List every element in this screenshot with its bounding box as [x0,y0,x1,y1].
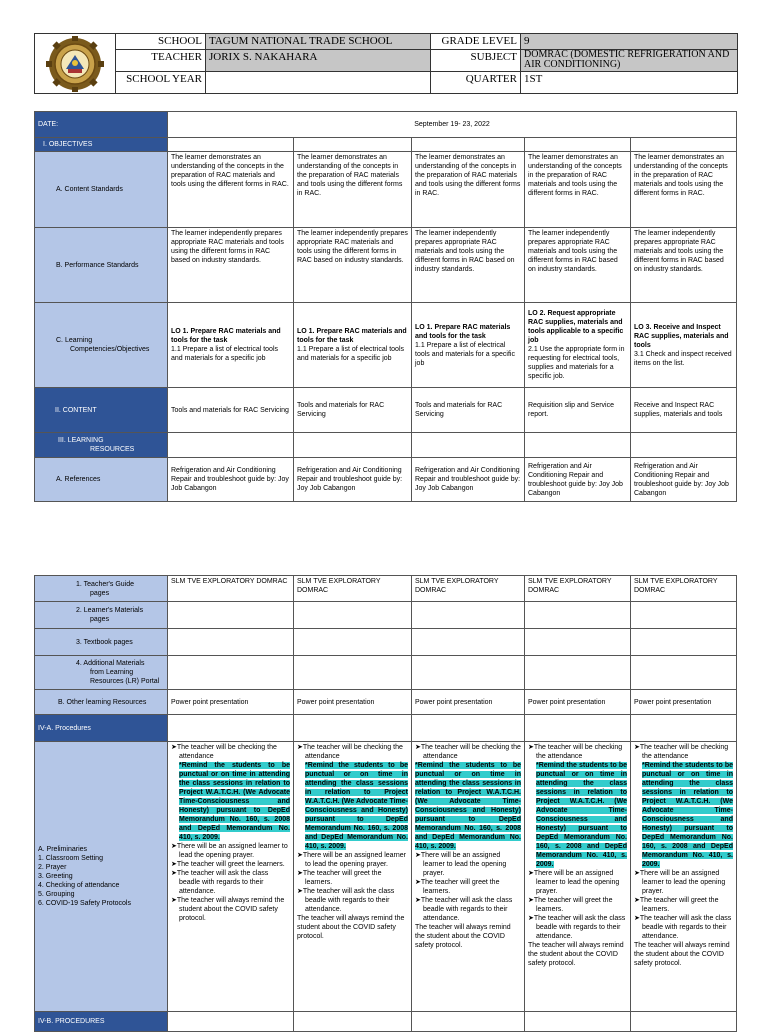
covid-text: The teacher will always remind the student about the COVID safety protocol. [176,897,285,922]
content-cell: Tools and materials for RAC Servicing [412,388,525,433]
prayer-text: There will be an assigned learner to lead the opening prayer. [420,852,507,877]
bullet-item: ➤The teacher will ask the class beadle with regards to their attendance. [528,915,626,940]
preliminaries-label: 6. COVID-19 Safety Protocols [38,900,131,907]
preliminaries-label: 1. Classroom Setting [38,855,103,862]
cell [525,138,631,152]
learning-resources-row [35,433,737,458]
procedures-label: IV-A. Procedures [35,715,168,742]
additional-materials-row [35,656,737,690]
date-label: DATE: [35,112,168,138]
competency-lo: LO 1. Prepare RAC materials and tools for the task [297,328,407,344]
bullet-item: ➤The teacher will be checking the attendance [528,744,623,760]
bullet-item: ➤The teacher will ask the class beadle with regards to their attendance. [415,897,513,922]
preliminaries-cell [294,742,412,1012]
cell [525,629,631,656]
cell [168,433,294,458]
covid-text: The teacher will always remind the student about the COVID safety protocol. [297,915,405,940]
school-year-label: SCHOOL YEAR [116,72,206,93]
subject-cell [521,50,737,72]
beadle-text: The teacher will ask the class beadle with regards to their attendance. [302,888,395,913]
content-row [35,388,737,433]
cell [412,656,525,690]
teachers-guide-cell: SLM TVE EXPLORATORY DOMRAC [525,576,631,602]
content-standards-label-cell [35,152,168,228]
school-label: SCHOOL [116,34,206,50]
other-resources-label: B. Other learning Resources [58,698,147,706]
competency-detail: 1.1 Prepare a list of electrical tools and materials for a specific job [297,346,404,362]
attendance-text: The teacher will be checking the attendance [639,744,729,760]
grade-level-label: GRADE LEVEL [431,34,521,50]
grade-level-value: 9 [521,34,737,50]
other-resources-row [35,690,737,715]
covid-text: The teacher will always remind the student about the COVID safety protocol. [528,942,624,967]
teacher-label: TEACHER [116,50,206,72]
competency-detail: 1.1 Prepare a list of electrical tools and materials for a specific job [415,341,515,367]
date-value: September 19- 23, 2022 [168,112,737,138]
learners-materials-label-cell [35,602,168,629]
competency-cell [294,303,412,388]
procedures-b-label: IV-B. PROCEDURES [35,1012,168,1032]
attendance-text: The teacher will be checking the attendance [176,744,277,760]
cell [168,629,294,656]
preliminaries-label: 4. Checking of attendance [38,882,120,889]
performance-standard-cell: The learner independently prepares appropriate RAC materials and tools using the different forms in RAC based on industry standards. [525,228,631,303]
greet-text: The teacher will greet the learners. [176,861,285,868]
competency-detail: 3.1 Check and inspect received items on the list. [634,350,732,367]
preliminaries-cell [631,742,737,1012]
bullet-item: ➤The teacher will greet the learners. [415,879,500,895]
cell [631,629,737,656]
learning-resources-label-2: RESOURCES [90,446,135,453]
cell [412,715,525,742]
remind-text: *Remind the students to be punctual or on time in attending the class sessions in relation to Project W.A.T.C.H. (We Advocate Time-Consciousness and Honesty) pursuant to DepEd Memorandum No. 160, s. 2008 and DepEd Memorandum No. 410, s. 2009. [536,762,627,868]
bullet-item: ➤The teacher will be checking the attendance [171,744,277,760]
content-cell: Tools and materials for RAC Servicing [294,388,412,433]
performance-standard-cell: The learner independently prepares appropriate RAC materials and tools using the different forms in RAC based on industry standards. [294,228,412,303]
additional-label-1: 4. Additional Materials [76,660,145,667]
greet-text: The teacher will greet the learners. [420,879,500,895]
teachers-guide-cell: SLM TVE EXPLORATORY DOMRAC [412,576,525,602]
prayer-text: There will be an assigned learner to lead the opening prayer. [302,852,406,868]
prayer-text: There will be an assigned learner to lead the opening prayer. [176,843,288,859]
cell [525,656,631,690]
subject-value: DOMRAC (DOMESTIC REFRIGERATION AND AIR CONDITIONING) [524,50,730,70]
preliminaries-label-cell [35,742,168,1012]
cell [412,629,525,656]
textbook-label-cell [35,629,168,656]
remind-text: *Remind the students to be punctual or on time in attending the class sessions in relation to Project W.A.T.C.H. (We Advocate Time-Consciousness and Honesty) pursuant to DepEd Memorandum No. 160, s. 2008 and DepEd Memorandum No. 410, s. 2009. [642,762,733,868]
content-cell: Requisition slip and Service report. [525,388,631,433]
competencies-label-cell [35,303,168,388]
competencies-row [35,303,737,388]
cell [294,433,412,458]
procedures-row [35,715,737,742]
teachers-guide-label-cell [35,576,168,602]
cell [294,602,412,629]
cell [631,602,737,629]
reference-cell: Refrigeration and Air Conditioning Repair and troubleshoot guide by: Joy Job Cabangon [631,458,737,502]
date-row [35,112,737,138]
bullet-item: ➤The teacher will greet the learners. [297,870,382,886]
reference-cell: Refrigeration and Air Conditioning Repair and troubleshoot guide by: Joy Job Cabangon [525,458,631,502]
content-standard-cell: The learner demonstrates an understanding of the concepts in the preparation of RAC materials and tools using the different forms in RAC. [412,152,525,228]
preliminaries-label: 5. Grouping [38,891,75,898]
cell [168,715,294,742]
cell [412,1012,525,1032]
bullet-item: ➤The teacher will be checking the attendance [634,744,729,760]
preliminaries-cell [168,742,294,1012]
preliminaries-label: A. Preliminaries [38,846,88,853]
teachers-guide-label-1: 1. Teacher's Guide [76,580,135,588]
competency-cell [525,303,631,388]
competency-cell [168,303,294,388]
teachers-guide-cell: SLM TVE EXPLORATORY DOMRAC [294,576,412,602]
content-standard-cell: The learner demonstrates an understanding of the concepts in the preparation of RAC materials and tools using the different forms in RAC. [168,152,294,228]
preliminaries-cell [412,742,525,1012]
content-cell: Tools and materials for RAC Servicing [168,388,294,433]
performance-standards-label-cell [35,228,168,303]
learning-resources-label-cell [35,433,168,458]
textbook-label: 3. Textbook pages [76,638,133,646]
header-box [34,33,738,94]
objectives-label: I. OBJECTIVES [35,138,168,152]
school-value: TAGUM NATIONAL TRADE SCHOOL [206,34,431,50]
reference-cell: Refrigeration and Air Conditioning Repair and troubleshoot guide by: Joy Job Cabangon [294,458,412,502]
competencies-label-1: C. Learning [56,337,93,344]
learners-materials-row [35,602,737,629]
beadle-text: The teacher will ask the class beadle with regards to their attendance. [176,870,269,895]
remind-text: *Remind the students to be punctual or on time in attending the class sessions in relation to Project W.A.T.C.H. (We Advocate Time-Consciousness and Honesty) pursuant to DepEd Memorandum No. 160, s. 2008 and DepEd Memorandum No. 410, s. 2009. [415,762,521,850]
quarter-label: QUARTER [431,72,521,93]
content-standards-row [35,152,737,228]
beadle-text: The teacher will ask the class beadle with regards to their attendance. [639,915,732,940]
greet-text: The teacher will greet the learners. [639,897,719,913]
greet-text: The teacher will greet the learners. [302,870,382,886]
other-resource-cell: Power point presentation [525,690,631,715]
teacher-value: JORIX S. NAKAHARA [206,50,431,72]
dll-table-2 [34,575,737,1032]
greet-text: The teacher will greet the learners. [533,897,613,913]
cell [294,656,412,690]
cell [412,433,525,458]
competency-lo: LO 3. Receive and Inspect RAC supplies, materials and tools [634,323,729,349]
cell [168,656,294,690]
competency-lo: LO 1. Prepare RAC materials and tools for the task [415,323,511,340]
cell [294,138,412,152]
other-resource-cell: Power point presentation [412,690,525,715]
beadle-text: The teacher will ask the class beadle with regards to their attendance. [533,915,626,940]
cell [631,433,737,458]
bullet-item: ➤The teacher will ask the class beadle with regards to their attendance. [171,870,269,895]
teachers-guide-row [35,576,737,602]
preliminaries-row [35,742,737,1012]
additional-label-2: from Learning [90,669,134,676]
cell [525,715,631,742]
content-cell: Receive and Inspect RAC supplies, materials and tools [631,388,737,433]
cell [412,602,525,629]
bullet-item: ➤There will be an assigned learner to lead the opening prayer. [415,852,507,877]
cell [294,1012,412,1032]
content-label: II. CONTENT [35,388,168,433]
dll-table-1 [34,111,737,502]
performance-standards-label: B. Performance Standards [56,261,139,269]
bullet-item: ➤The teacher will ask the class beadle with regards to their attendance. [634,915,732,940]
preliminaries-label: 3. Greeting [38,873,73,880]
cell [631,715,737,742]
references-label-cell [35,458,168,502]
cell [631,1012,737,1032]
cell [168,138,294,152]
cell [294,715,412,742]
beadle-text: The teacher will ask the class beadle with regards to their attendance. [420,897,513,922]
competencies-label-2: Competencies/Objectives [70,346,150,353]
additional-materials-label-cell [35,656,168,690]
additional-label-3: Resources (LR) Portal [90,678,160,685]
bullet-item: ➤There will be an assigned learner to lead the opening prayer. [297,852,406,868]
bullet-item: ➤The teacher will be checking the attendance [297,744,403,760]
bullet-item: ➤There will be an assigned learner to lead the opening prayer. [634,870,726,895]
bullet-item: ➤The teacher will always remind the student about the COVID safety protocol. [171,897,285,922]
school-year-value [206,72,431,93]
learning-resources-label-1: III. LEARNING [58,437,104,444]
cell [294,629,412,656]
bullet-item: ➤The teacher will greet the learners. [634,897,719,913]
prayer-text: There will be an assigned learner to lead the opening prayer. [533,870,620,895]
other-resource-cell: Power point presentation [294,690,412,715]
remind-wrap [634,761,733,869]
other-resource-cell: Power point presentation [168,690,294,715]
bullet-item: ➤The teacher will ask the class beadle with regards to their attendance. [297,888,395,913]
references-label: A. References [56,476,101,483]
covid-text: The teacher will always remind the student about the COVID safety protocol. [634,942,730,967]
cell [168,1012,294,1032]
cell [525,602,631,629]
school-logo [35,34,116,93]
remind-text: *Remind the students to be punctual or on time in attending the class sessions in relation to Project W.A.T.C.H. (We Advocate Time-Consciousness and Honesty) pursuant to DepEd Memorandum No. 160, s. 2008 and DepEd Memorandum No. 410, s. 2009. [305,762,408,850]
performance-standard-cell: The learner independently prepares appropriate RAC materials and tools using the different forms in RAC based on industry standards. [412,228,525,303]
performance-standard-cell: The learner independently prepares appropriate RAC materials and tools using the different forms in RAC based on industry standards. [631,228,737,303]
gear-seal-icon [42,36,108,92]
competency-detail: 2.1 Use the appropriate form in requesting for electrical tools, supplies and materials for a specific job. [528,346,625,380]
attendance-text: The teacher will be checking the attendance [302,744,403,760]
attendance-text: The teacher will be checking the attendance [533,744,623,760]
quarter-value: 1ST [524,73,543,85]
remind-wrap [297,761,408,851]
teachers-guide-cell: SLM TVE EXPLORATORY DOMRAC [631,576,737,602]
content-standard-cell: The learner demonstrates an understanding of the concepts in the preparation of RAC materials and tools using the different forms in RAC. [294,152,412,228]
cell [168,602,294,629]
teachers-guide-cell: SLM TVE EXPLORATORY DOMRAC [168,576,294,602]
cell [525,1012,631,1032]
textbook-row [35,629,737,656]
teachers-guide-label-2: pages [90,589,110,597]
competency-cell [412,303,525,388]
preliminaries-cell [525,742,631,1012]
competency-cell [631,303,737,388]
content-standard-cell: The learner demonstrates an understanding of the concepts in the preparation of RAC materials and tools using the different forms in RAC. [525,152,631,228]
cell [631,138,737,152]
bullet-item: ➤The teacher will greet the learners. [528,897,613,913]
preliminaries-label: 2. Prayer [38,864,67,871]
bullet-item: ➤There will be an assigned learner to lead the opening prayer. [171,843,288,859]
procedures-b-row [35,1012,737,1032]
reference-cell: Refrigeration and Air Conditioning Repair and troubleshoot guide by: Joy Job Cabangon [168,458,294,502]
covid-text: The teacher will always remind the student about the COVID safety protocol. [415,924,511,949]
remind-text: *Remind the students to be punctual or on time in attending the class sessions in relation to Project W.A.T.C.H. (We Advocate Time-Consciousness and Honesty) pursuant to DepEd Memorandum No. 160, s. 2008 and DepEd Memorandum No. 410, s. 2009. [179,762,290,841]
content-standards-label: A. Content Standards [56,186,123,193]
prayer-text: There will be an assigned learner to lead the opening prayer. [639,870,726,895]
learners-materials-label-1: 2. Learner's Materials [76,607,144,614]
performance-standards-row [35,228,737,303]
performance-standard-cell: The learner independently prepares appropriate RAC materials and tools using the different forms in RAC based on industry standards. [168,228,294,303]
reference-cell: Refrigeration and Air Conditioning Repair and troubleshoot guide by: Joy Job Cabangon [412,458,525,502]
cell [412,138,525,152]
other-resources-label-cell [35,690,168,715]
bullet-item: ➤There will be an assigned learner to lead the opening prayer. [528,870,620,895]
content-standard-cell: The learner demonstrates an understanding of the concepts in the preparation of RAC materials and tools using the different forms in RAC. [631,152,737,228]
competency-lo: LO 2. Request appropriate RAC supplies, materials and tools applicable to a specific job [528,310,624,344]
remind-wrap [528,761,627,869]
objectives-row [35,138,737,152]
other-resource-cell: Power point presentation [631,690,737,715]
remind-wrap [171,761,290,842]
competency-detail: 1.1 Prepare a list of electrical tools and materials for a specific job [171,346,278,362]
subject-label: SUBJECT [431,50,521,72]
bullet-item: ➤The teacher will greet the learners. [171,861,285,868]
competency-lo: LO 1. Prepare RAC materials and tools for the task [171,328,281,344]
attendance-text: The teacher will be checking the attendance [420,744,521,760]
references-row [35,458,737,502]
cell [525,433,631,458]
remind-wrap [415,761,521,851]
learners-materials-label-2: pages [90,616,110,623]
cell [631,656,737,690]
bullet-item: ➤The teacher will be checking the attendance [415,744,521,760]
